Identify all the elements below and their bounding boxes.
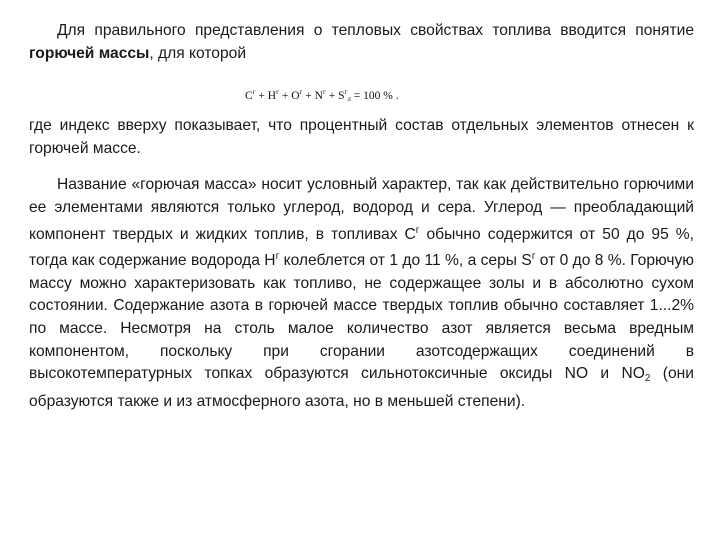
formula-plus: +	[255, 90, 268, 103]
formula-carbon: C	[245, 90, 253, 103]
hydrogen-superscript: г	[275, 251, 280, 263]
formula-sulfur-sup: г	[344, 88, 348, 97]
formula-hydrogen-sup: г	[276, 88, 279, 97]
combustible-mass-term: горючей массы	[29, 44, 150, 62]
formula-sulfur-sub: л	[347, 95, 351, 104]
formula-end: .	[392, 90, 399, 103]
paragraph-main	[29, 174, 694, 413]
formula-value: 100 %	[363, 90, 393, 103]
no2-subscript: 2	[644, 373, 651, 385]
combustible-mass-formula	[245, 84, 694, 104]
main-text-4: от 0 до 8 %. Горючую массу можно характеризовать как топливо, не содержащее золы и в абсолютно сухом состоянии. Содержание азота в горючей массе твердых топлив обычно составляет 1...2% по массе. Несмотря на столь малое количество азот является весьма вредным компонентом, поскольку при сгорании азотсодержащих соединений в высокотемпературных топках образуются сильнотоксичные оксиды NO и NO	[29, 252, 694, 383]
formula-hydrogen: H	[267, 90, 277, 103]
formula-plus: +	[302, 90, 315, 103]
formula-sulfur: S	[338, 90, 345, 103]
sulfur-superscript: г	[531, 251, 536, 263]
paragraph-index-note: где индекс вверху показывает, что процентный состав отдельных элементов отнесен к горючей массе.	[29, 117, 694, 157]
carbon-superscript: г	[415, 224, 420, 236]
formula-oxygen: O	[291, 90, 300, 103]
formula-carbon-sup: г	[252, 88, 256, 97]
paragraph-intro	[29, 20, 694, 65]
intro-text-end: , для которой	[149, 44, 247, 62]
intro-text: Для правильного представления о тепловых свойствах топлива вводится понятие	[57, 22, 694, 39]
formula-plus: +	[278, 90, 292, 103]
formula-oxygen-sup: г	[299, 88, 303, 97]
main-text-3: колеблется от 1 до 11 %, а серы S	[279, 252, 532, 270]
formula-plus: +	[325, 90, 339, 103]
formula-nitrogen-sup: г	[322, 88, 326, 97]
main-text-5: (они образуются также и из атмосферного азота, но в меньшей степени).	[29, 365, 694, 410]
main-text-2: обычно содержится от 50 до 95 %, тогда как содержание водорода H	[29, 225, 694, 270]
main-text-1: Название «горючая масса» носит условный характер, так как действительно горючими ее элементами являются только углерод, водород и сера. Углерод — преобладающий компонент твердых и жидких топлив, в топливах C	[29, 176, 694, 243]
formula-equals: =	[350, 90, 364, 103]
formula-nitrogen: N	[314, 90, 323, 103]
